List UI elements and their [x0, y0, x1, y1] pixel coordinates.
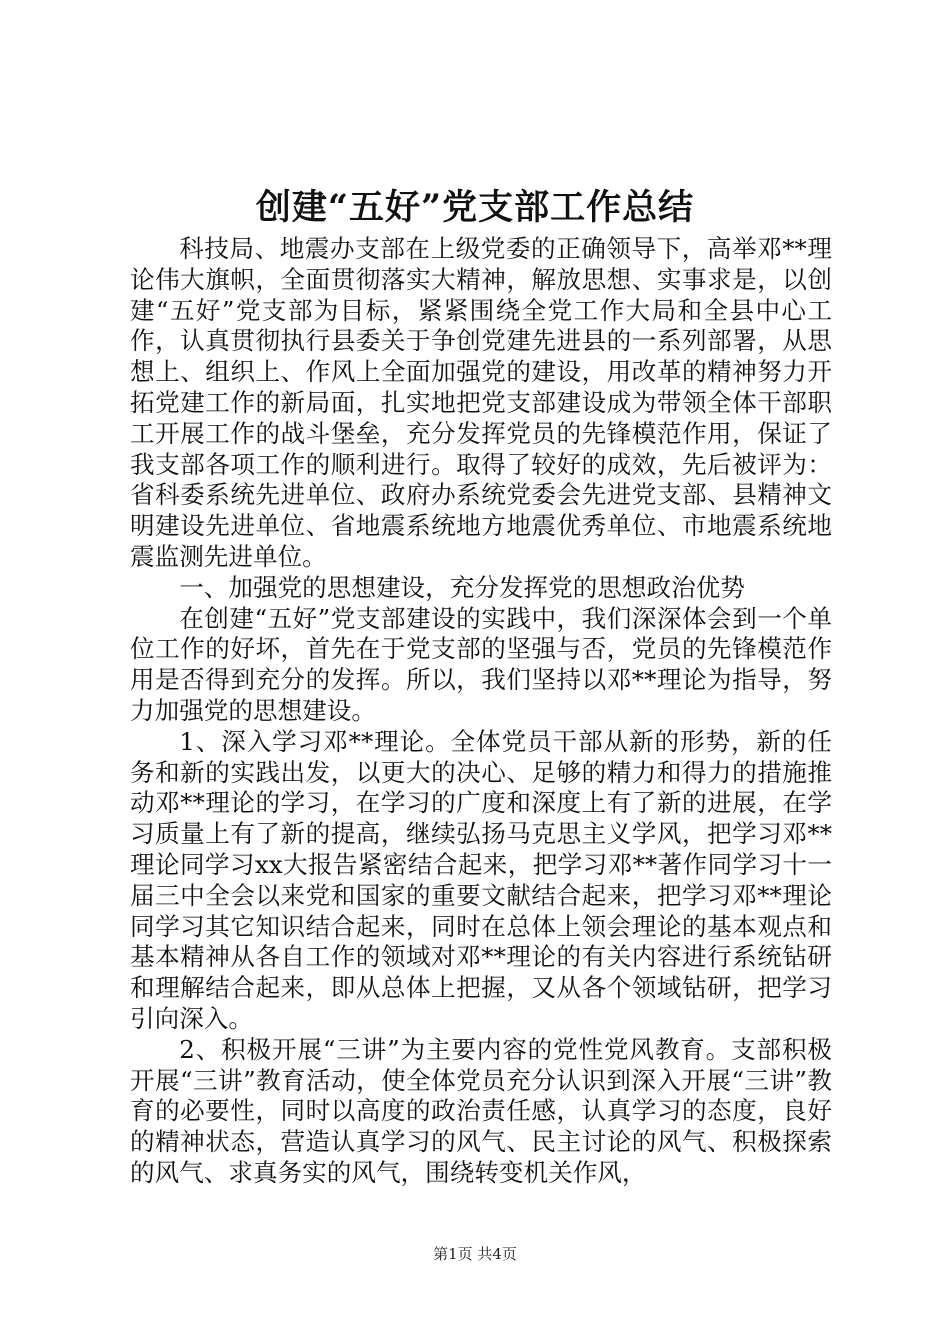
document-title: 创建“五好”党支部工作总结	[255, 187, 695, 228]
paragraph-item-1: 1、深入学习邓**理论。全体党员干部从新的形势，新的任务和新的实践出发，以更大的决心、足够的精力和得力的措施推动邓**理论的学习，在学习的广度和深度上有了新的进展，在学习质量上有了新的提高，继续弘扬马克思主义学风，把学习邓**理论同学习xx大报告紧密结合起来，把学习邓**著作同学习十一届三中全会以来党和国家的重要文献结合起来，把学习邓**理论同学习其它知识结合起来，同时在总体上领会理论的基本观点和基本精神从各自工作的领域对邓**理论的有关内容进行系统钻研和理解结合起来，即从总体上把握，又从各个领域钻研，把学习引向深入。	[130, 726, 832, 1033]
document-body	[130, 234, 832, 1189]
section-heading-1: 一、加强党的思想建设，充分发挥党的思想政治优势	[179, 572, 745, 602]
paragraph-intro: 科技局、地震办支部在上级党委的正确领导下，高举邓**理论伟大旗帜，全面贯彻落实大精神，解放思想、实事求是，以创建“五好”党支部为目标，紧紧围绕全党工作大局和全县中心工作，认真贯彻执行县委关于争创党建先进县的一系列部署，从思想上、组织上、作风上全面加强党的建设，用改革的精神努力开拓党建工作的新局面，扎实地把党支部建设成为带领全体干部职工开展工作的战斗堡垒，充分发挥党员的先锋模范作用，保证了我支部各项工作的顺利进行。取得了较好的成效，先后被评为：省科委系统先进单位、政府办系统党委会先进党支部、县精神文明建设先进单位、省地震系统地方地震优秀单位、市地震系统地震监测先进单位。	[130, 234, 832, 571]
paragraph-section-1: 在创建“五好”党支部建设的实践中，我们深深体会到一个单位工作的好坏，首先在于党支部的坚强与否，党员的先锋模范作用是否得到充分的发挥。所以，我们坚持以邓**理论为指导，努力加强党的思想建设。	[130, 603, 832, 725]
paragraph-item-2: 2、积极开展“三讲”为主要内容的党性党风教育。支部积极开展“三讲”教育活动，使全体党员充分认识到深入开展“三讲”教育的必要性，同时以高度的政治责任感，认真学习的态度，良好的精神状态，营造认真学习的风气、民主讨论的风气、积极探索的风气、求真务实的风气，围绕转变机关作风，	[130, 1034, 832, 1187]
page-number-footer: 第1页 共4页	[433, 1245, 517, 1263]
